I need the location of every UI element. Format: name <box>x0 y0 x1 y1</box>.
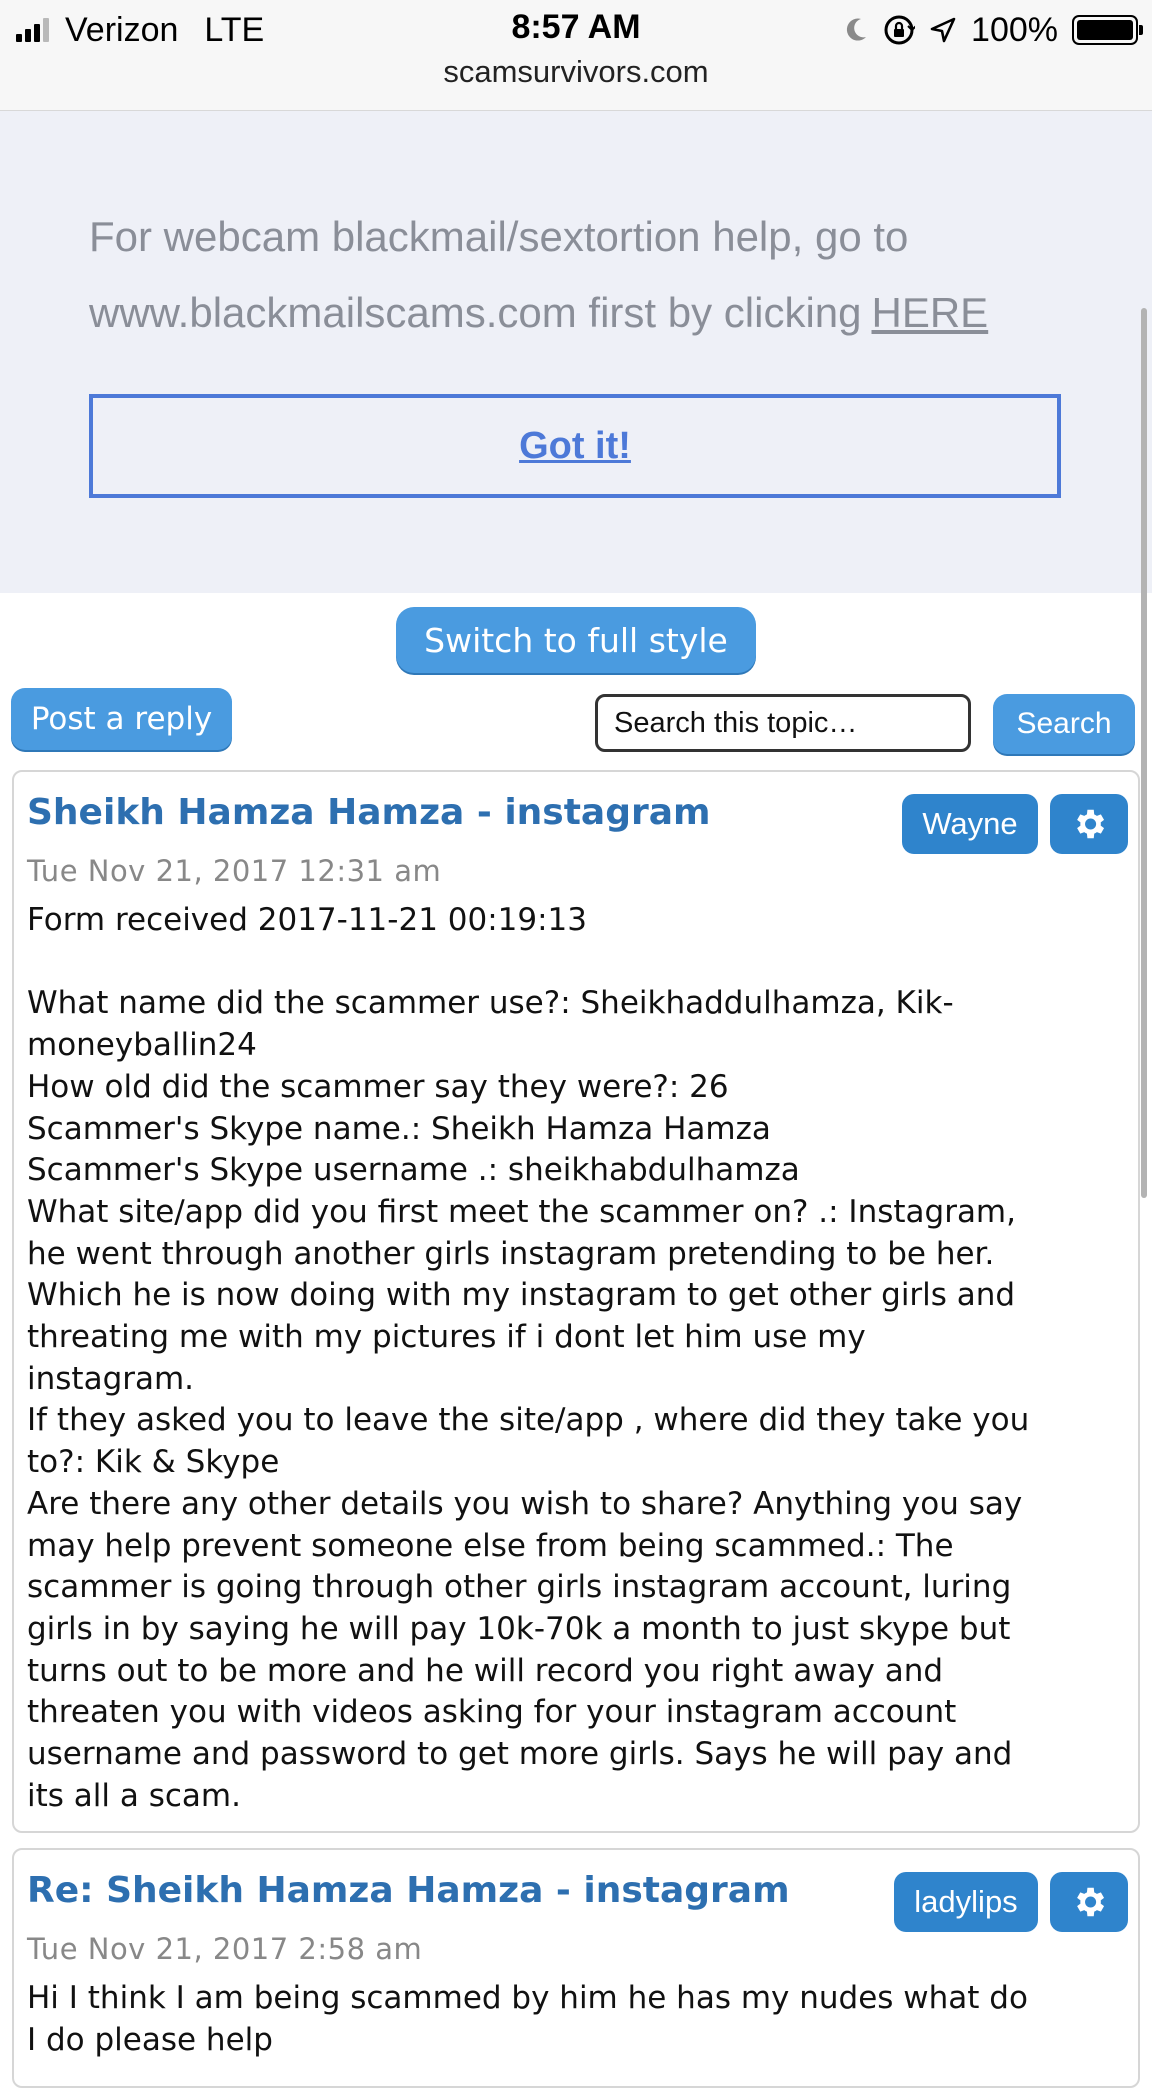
moon-icon <box>843 16 869 44</box>
post <box>12 770 1140 1833</box>
banner-message <box>89 199 1089 351</box>
search-input[interactable]: Search this topic… <box>595 694 971 752</box>
page-scrollbar[interactable] <box>1141 308 1147 1198</box>
banner-link-here[interactable]: HERE <box>871 289 989 336</box>
post-body: Form received 2017-11-21 00:19:13 What name did the scammer use?: Sheikhaddulhamza, Kik- moneyballin24 How old did the scammer say they were?: 26 Scammer's Skype name.: Sheikh Hamza Hamza Scammer's Skype username .: sheikhabdulhamza What site/app did you first meet the scammer on? .: Instagram, he went through another girls instagram pretending to be her. Which he is now doing with my instagram to get other girls and threating me with my pictures if i dont let him use my instagram. If they asked you to leave the site/app , where did they take you to?: Kik & Skype Are there any other details you wish to share? Anything you say may help prevent someone else from being scammed.: The scammer is going through other girls instagram account, luring girls in by saying he will pay 10k-70k a month to just skype but turns out to be more and he will record you right away and threaten you with videos asking for your instagram account username and password to get more girls. Says he will pay and its all a scam. <box>27 902 1030 1814</box>
status-right <box>843 8 1138 52</box>
post-date: Tue Nov 21, 2017 2:58 am <box>27 1932 423 1966</box>
url-bar[interactable]: scamsurvivors.com <box>443 54 709 89</box>
got-it-button[interactable]: Got it! <box>89 394 1061 498</box>
post-reply-button[interactable]: Post a reply <box>11 688 232 750</box>
status-bar <box>0 0 1152 111</box>
battery-icon <box>1072 15 1138 45</box>
location-arrow-icon <box>929 16 957 44</box>
gear-icon <box>1070 805 1108 843</box>
post-options-button[interactable] <box>1050 794 1128 854</box>
battery-percent: 100% <box>971 10 1058 49</box>
banner-text: For webcam blackmail/sextortion help, go to www.blackmailscams.com first by clicking <box>89 213 909 336</box>
post-body: Hi I think I am being scammed by him he has my nudes what do I do please help <box>27 1980 1028 2058</box>
post-date: Tue Nov 21, 2017 12:31 am <box>27 854 442 888</box>
author-button[interactable]: ladylips <box>894 1872 1038 1932</box>
gear-icon <box>1070 1883 1108 1921</box>
carrier-label: Verizon <box>65 10 179 49</box>
post-options-button[interactable] <box>1050 1872 1128 1932</box>
clock: 8:57 AM <box>511 8 641 46</box>
orientation-lock-icon <box>883 14 915 46</box>
notice-banner <box>0 111 1152 593</box>
network-label: LTE <box>204 10 265 49</box>
switch-style-button[interactable]: Switch to full style <box>396 607 756 673</box>
author-button[interactable]: Wayne <box>902 794 1038 854</box>
post-title[interactable]: Sheikh Hamza Hamza - instagram <box>27 792 711 833</box>
post <box>12 1848 1140 2088</box>
search-button[interactable]: Search <box>993 694 1135 754</box>
post-title[interactable]: Re: Sheikh Hamza Hamza - instagram <box>27 1870 790 1911</box>
